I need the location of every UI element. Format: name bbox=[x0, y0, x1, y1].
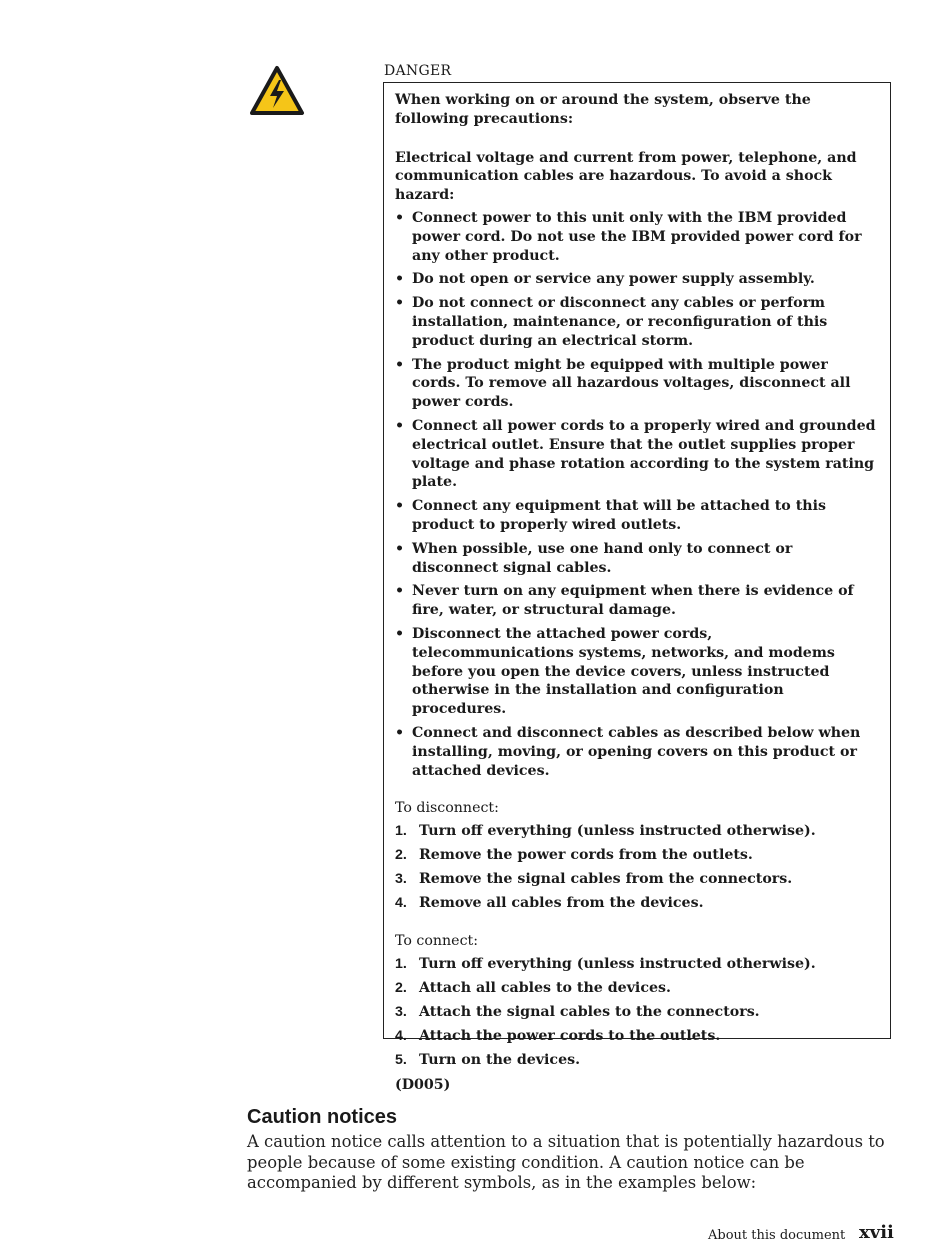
step-number: 1. bbox=[395, 823, 407, 840]
bullet-mark: • bbox=[395, 209, 405, 226]
list-item bbox=[395, 270, 878, 289]
list-item bbox=[395, 209, 878, 265]
list-item bbox=[395, 294, 878, 350]
precaution-text: Connect and disconnect cables as described below when installing, moving, or opening covers on this product or attached devices. bbox=[412, 724, 861, 779]
step-number: 3. bbox=[395, 1003, 407, 1020]
step-number: 1. bbox=[395, 955, 407, 972]
list-item bbox=[395, 955, 878, 974]
list-item bbox=[395, 894, 878, 913]
danger-notice-box bbox=[383, 82, 891, 1094]
bullet-mark: • bbox=[395, 498, 405, 515]
precaution-text: When possible, use one hand only to connect or disconnect signal cables. bbox=[412, 540, 793, 576]
notice-code: (D005) bbox=[395, 1077, 451, 1094]
connect-heading: To connect: bbox=[395, 932, 478, 949]
step-number: 4. bbox=[395, 895, 407, 912]
precaution-text: Connect power to this unit only with the IBM provided power cord. Do not use the IBM provided power cord for any other product. bbox=[412, 209, 862, 264]
list-item bbox=[395, 417, 878, 492]
precaution-text: Connect any equipment that will be attached to this product to properly wired outlets. bbox=[412, 498, 826, 533]
list-item bbox=[395, 1027, 878, 1046]
step-text: Turn off everything (unless instructed otherwise). bbox=[419, 955, 816, 972]
bullet-mark: • bbox=[395, 356, 405, 373]
step-text: Attach all cables to the devices. bbox=[419, 979, 671, 996]
disconnect-heading: To disconnect: bbox=[395, 800, 499, 817]
step-number: 2. bbox=[395, 979, 407, 996]
bullet-mark: • bbox=[395, 271, 405, 288]
list-item bbox=[395, 724, 878, 780]
precaution-text: Do not open or service any power supply assembly. bbox=[412, 271, 815, 288]
precaution-text: Never turn on any equipment when there is evidence of fire, water, or structural damage. bbox=[412, 583, 854, 619]
step-text: Turn off everything (unless instructed otherwise). bbox=[419, 823, 816, 840]
step-text: Remove all cables from the devices. bbox=[419, 895, 704, 912]
step-text: Attach the power cords to the outlets. bbox=[419, 1027, 721, 1044]
precaution-text: Disconnect the attached power cords, telecommunications systems, networks, and modems before you open the device covers, unless instructed otherwise in the installation and configuration procedures. bbox=[412, 625, 835, 718]
list-item bbox=[395, 846, 878, 865]
section-title: Caution notices bbox=[247, 1106, 398, 1128]
danger-intro: When working on or around the system, observe the following precautions: bbox=[395, 92, 811, 127]
section-body: A caution notice calls attention to a situation that is potentially hazardous to people because of some existing condition. A caution notice can be accompanied by different symbols, as in the examples below: bbox=[247, 1132, 885, 1193]
list-item bbox=[395, 979, 878, 998]
list-item bbox=[395, 1051, 878, 1070]
list-item bbox=[395, 356, 878, 412]
list-item bbox=[395, 625, 878, 719]
bullet-mark: • bbox=[395, 625, 405, 642]
bullet-mark: • bbox=[395, 540, 405, 557]
bullet-mark: • bbox=[395, 295, 405, 312]
bullet-mark: • bbox=[395, 724, 405, 741]
footer-label: About this document bbox=[708, 1228, 846, 1243]
step-text: Attach the signal cables to the connectors. bbox=[419, 1003, 760, 1020]
step-text: Remove the signal cables from the connectors. bbox=[419, 871, 793, 888]
disconnect-steps bbox=[395, 822, 878, 913]
step-number: 5. bbox=[395, 1051, 407, 1068]
bullet-mark: • bbox=[395, 417, 405, 434]
step-text: Turn on the devices. bbox=[419, 1051, 581, 1068]
step-number: 3. bbox=[395, 871, 407, 888]
list-item bbox=[395, 822, 878, 841]
list-item bbox=[395, 540, 878, 578]
danger-heading: DANGER bbox=[384, 63, 452, 79]
page-number: xvii bbox=[859, 1222, 894, 1243]
precaution-text: The product might be equipped with multiple power cords. To remove all hazardous voltages, disconnect all power cords. bbox=[412, 356, 851, 411]
precaution-text: Do not connect or disconnect any cables or perform installation, maintenance, or reconfiguration of this product during an electrical storm. bbox=[412, 295, 828, 349]
list-item bbox=[395, 497, 878, 535]
list-item bbox=[395, 1003, 878, 1022]
step-text: Remove the power cords from the outlets. bbox=[419, 847, 753, 864]
precaution-list bbox=[395, 209, 878, 780]
step-number: 4. bbox=[395, 1027, 407, 1044]
step-number: 2. bbox=[395, 847, 407, 864]
danger-hazard-statement: Electrical voltage and current from power, telephone, and communication cables are hazardous. To avoid a shock hazard: bbox=[395, 149, 857, 204]
list-item bbox=[395, 582, 878, 620]
electrical-hazard-warning-icon bbox=[249, 65, 305, 117]
list-item bbox=[395, 870, 878, 889]
bullet-mark: • bbox=[395, 583, 405, 600]
precaution-text: Connect all power cords to a properly wired and grounded electrical outlet. Ensure that the outlet supplies proper voltage and phase rotation according to the system rating plate. bbox=[412, 417, 876, 491]
connect-steps bbox=[395, 955, 878, 1070]
